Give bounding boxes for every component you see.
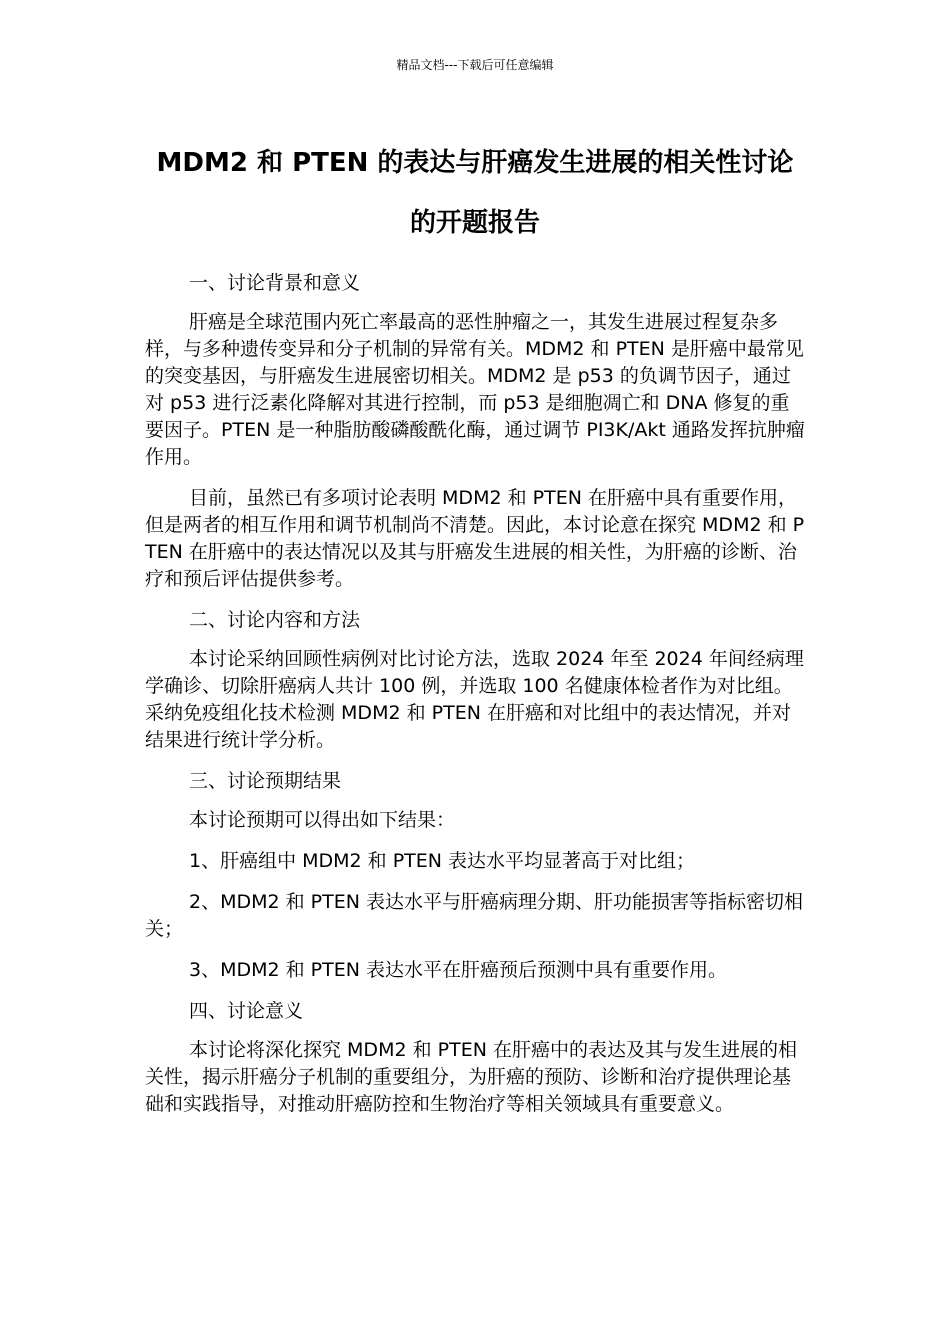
document-title: MDM2 和 PTEN 的表达与肝癌发生进展的相关性讨论的开题报告 <box>156 148 794 238</box>
section-heading-background: 一、讨论背景和意义 <box>189 272 361 294</box>
section-heading-expected-results: 三、讨论预期结果 <box>189 770 342 792</box>
paragraph-significance: 本讨论将深化探究 MDM2 和 PTEN 在肝癌中的表达及其与发生进展的相关性，揭示肝癌分子机制的重要组分，为肝癌的预防、诊断和治疗提供理论基础和实践指导，对推动肝癌防控和生物治疗等相关领域具有重要意义。 <box>145 1039 797 1115</box>
paragraph-background-1: 肝癌是全球范围内死亡率最高的恶性肿瘤之一，其发生进展过程复杂多样，与多种遗传变异和分子机制的异常有关。MDM2 和 PTEN 是肝癌中最常见的突变基因，与肝癌发生进展密切相关。MDM2 是 p53 的负调节因子，通过对 p53 进行泛素化降解对其进行控制，而 p53 是细胞凋亡和 DNA 修复的重要因子。PTEN 是一种脂肪酸磷酸酰化酶，通过调节 PI3K/Akt 通路发挥抗肿瘤作用。 <box>145 311 805 468</box>
result-item-2: 2、MDM2 和 PTEN 表达水平与肝癌病理分期、肝功能损害等指标密切相关； <box>145 891 803 940</box>
paragraph-methods: 本讨论采纳回顾性病例对比讨论方法，选取 2024 年至 2024 年间经病理学确诊、切除肝癌病人共计 100 例，并选取 100 名健康体检者作为对比组。采纳免疫组化技术检测 MDM2 和 PTEN 在肝癌和对比组中的表达情况，并对结果进行统计学分析。 <box>145 648 804 751</box>
section-heading-methods: 二、讨论内容和方法 <box>189 609 361 631</box>
result-item-3: 3、MDM2 和 PTEN 表达水平在肝癌预后预测中具有重要作用。 <box>189 959 727 981</box>
result-item-1: 1、肝癌组中 MDM2 和 PTEN 表达水平均显著高于对比组； <box>189 850 696 872</box>
paragraph-expected-intro: 本讨论预期可以得出如下结果： <box>189 809 456 831</box>
document-body <box>145 270 805 1132</box>
page-header: 精品文档---下载后可任意编辑 <box>396 58 554 72</box>
paragraph-background-2: 目前，虽然已有多项讨论表明 MDM2 和 PTEN 在肝癌中具有重要作用，但是两者的相互作用和调节机制尚不清楚。因此，本讨论意在探究 MDM2 和 PTEN 在肝癌中的表达情况以及其与肝癌发生进展的相关性，为肝癌的诊断、治疗和预后评估提供参考。 <box>145 487 805 590</box>
section-heading-significance: 四、讨论意义 <box>189 1000 304 1022</box>
